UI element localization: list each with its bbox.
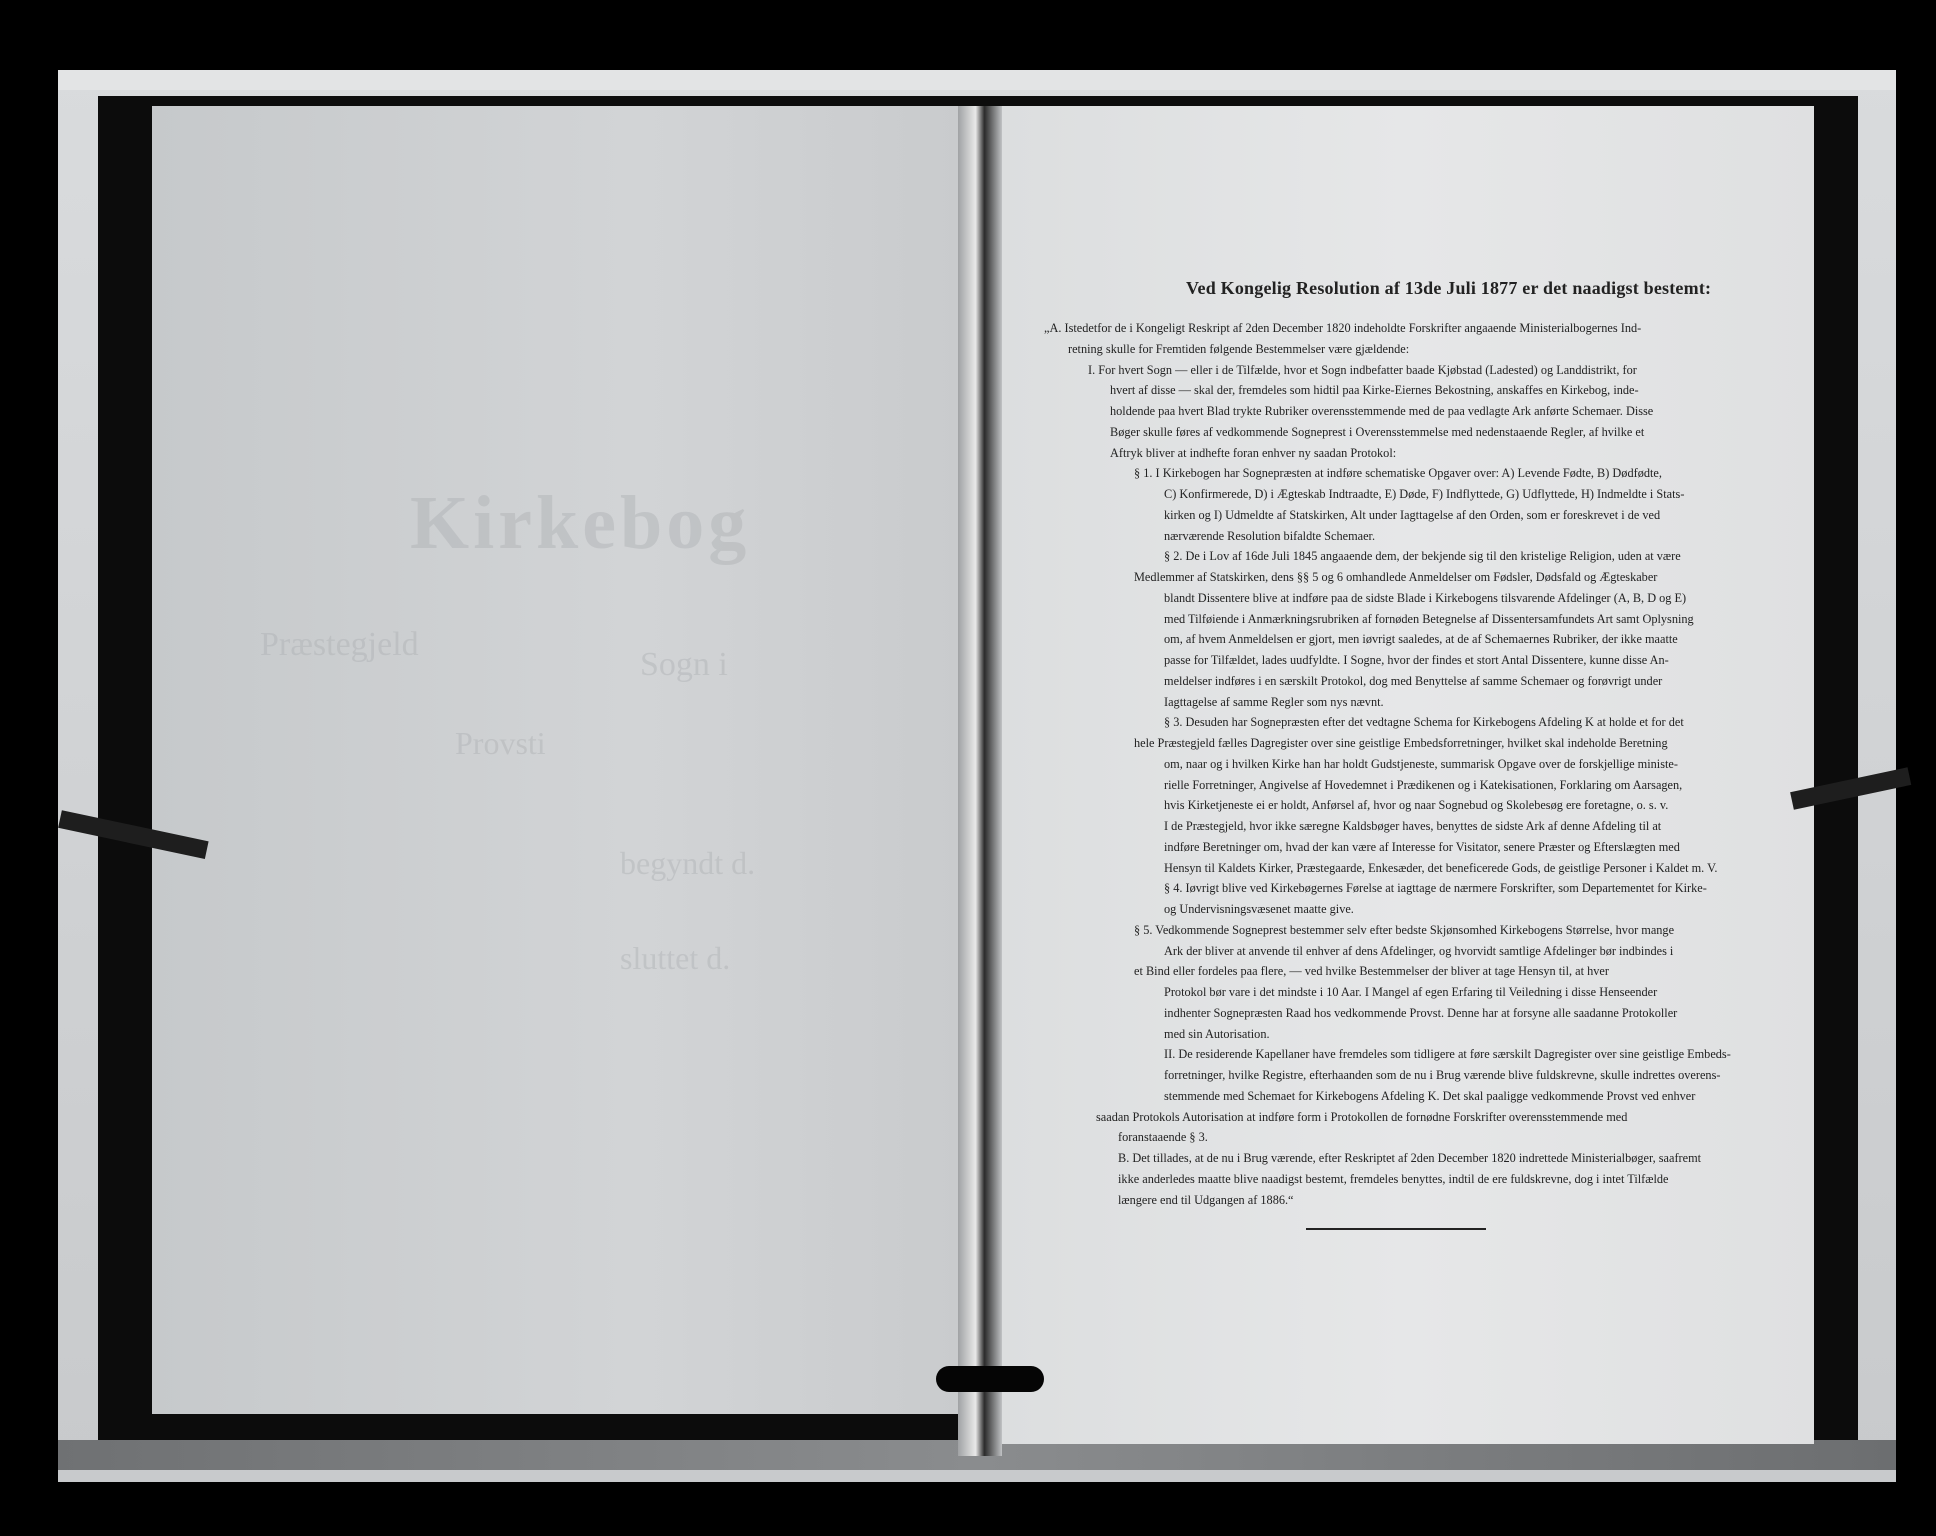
left-page-bleed-text: Provsti <box>455 725 546 761</box>
document-line: II. De residerende Kapellaner have fremdeles som tidligere at føre særskilt Dagregister over sine geistlige Embeds- <box>1164 1047 1731 1061</box>
document-line: rielle Forretninger, Angivelse af Hovedemnet i Prædikenen og i Katekisationen, Forklaring om Aarsagen, <box>1164 778 1683 792</box>
document-line: meldelser indføres i en særskilt Protokol, dog med Benyttelse af samme Schemaer og forøvrigt under <box>1164 674 1663 688</box>
document-line: hvis Kirketjeneste ei er holdt, Anførsel af, hvor og naar Sognebud og Skolebesøg ere foretagne, o. s. v. <box>1164 798 1669 812</box>
left-page-bleed-text: Sogn i <box>640 646 728 683</box>
left-page-bleed-title: Kirkebog <box>410 481 751 565</box>
document-line: I de Præstegjeld, hvor ikke særegne Kaldsbøger haves, benyttes de sidste Ark af denne Afdeling til at <box>1164 819 1662 833</box>
document-line: Protokol bør vare i det mindste i 10 Aar. I Mangel af egen Erfaring til Veiledning i disse Henseender <box>1164 985 1658 999</box>
left-page-bleed-text: sluttet d. <box>620 940 731 976</box>
document-line: kirken og I) Udmeldte af Statskirken, Alt under Iagttagelse af den Orden, som er foreskrevet i de ved <box>1164 508 1661 522</box>
document-line: Hensyn til Kaldets Kirker, Præstegaarde, Enkesæder, det beneficerede Gods, de geistlige Personer i Kaldet m. V. <box>1164 861 1718 875</box>
document-line: og Undervisningsvæsenet maatte give. <box>1164 902 1354 916</box>
document-line: ikke anderledes maatte blive naadigst bestemt, fremdeles benyttes, indtil de ere fuldskrevne, dog i intet Tilfælde <box>1118 1172 1669 1186</box>
document-line: et Bind eller fordeles paa flere, — ved hvilke Bestemmelser der bliver at tage Hensyn til, at hver <box>1134 964 1609 978</box>
document-line: Bøger skulle føres af vedkommende Sogneprest i Overensstemmelse med nedenstaaende Regler, af hvilke et <box>1110 425 1645 439</box>
book-gutter <box>958 106 1002 1456</box>
document-line: retning skulle for Fremtiden følgende Bestemmelser være gjældende: <box>1068 342 1410 356</box>
document-line: nærværende Resolution bifaldte Schemaer. <box>1164 529 1376 543</box>
resolution-text <box>1000 106 1814 1444</box>
document-line: Ark der bliver at anvende til enhver af dens Afdelinger, og hvorvidt samtlige Afdelinger bør indbindes i <box>1164 944 1674 958</box>
document-line: indhenter Sognepræsten Raad hos vedkommende Provst. Denne har at forsyne alle saadanne Protokoller <box>1164 1006 1678 1020</box>
document-line: med Tilføiende i Anmærkningsrubriken af fornøden Betegnelse af Dissentersamfundets Art samt Oplysning <box>1164 612 1694 626</box>
document-line: Medlemmer af Statskirken, dens §§ 5 og 6 omhandlede Anmeldelser om Fødsler, Dødsfald og Ægteskaber <box>1134 570 1658 584</box>
document-line: § 3. Desuden har Sognepræsten efter det vedtagne Schema for Kirkebogens Afdeling K at holde et for det <box>1164 715 1684 729</box>
document-line: I. For hvert Sogn — eller i de Tilfælde, hvor et Sogn indbefatter baade Kjøbstad (Ladested) og Landdistrikt, for <box>1088 363 1637 377</box>
document-line: Iagttagelse af samme Regler som nys nævnt. <box>1164 695 1384 709</box>
document-line: om, af hvem Anmeldelsen er gjort, men iøvrigt saaledes, at de af Schemaernes Rubriker, der ikke maatte <box>1164 632 1678 646</box>
document-line: § 2. De i Lov af 16de Juli 1845 angaaende dem, der bekjende sig til den kristelige Religion, uden at være <box>1164 549 1681 563</box>
document-line: med sin Autorisation. <box>1164 1027 1270 1041</box>
document-line: indføre Beretninger om, hvad der kan være af Interesse for Visitator, senere Præster og Efterslægten med <box>1164 840 1680 854</box>
left-page-bleed-text: begyndt d. <box>620 845 756 881</box>
closing-rule <box>1306 1228 1486 1230</box>
document-line: hvert af disse — skal der, fremdeles som hidtil paa Kirke-Eiernes Bekostning, anskaffes en Kirkebog, inde- <box>1110 383 1639 397</box>
document-line: længere end til Udgangen af 1886.“ <box>1118 1193 1294 1207</box>
document-line: hele Præstegjeld fælles Dagregister over sine geistlige Embedsforretninger, hvilket skal indeholde Beretning <box>1134 736 1668 750</box>
document-line: saadan Protokols Autorisation at indføre form i Protokollen de fornødne Forskrifter overensstemmende med <box>1096 1110 1628 1124</box>
document-line: blandt Dissentere blive at indføre paa de sidste Blade i Kirkebogens tilsvarende Afdelinger (A, B, D og E) <box>1164 591 1687 605</box>
document-line: forretninger, hvilke Registre, efterhaanden som de nu i Brug værende blive fuldskrevne, skulle indrettes overens- <box>1164 1068 1721 1082</box>
document-line: § 5. Vedkommende Sogneprest bestemmer selv efter bedste Skjønsomhed Kirkebogens Størrelse, hvor mange <box>1134 923 1675 937</box>
document-line: stemmende med Schemaet for Kirkebogens Afdeling K. Det skal paaligge vedkommende Provst ved enhver <box>1164 1089 1696 1103</box>
document-line: Aftryk bliver at indhefte foran enhver ny saadan Protokol: <box>1110 446 1397 460</box>
document-line: om, naar og i hvilken Kirke han har holdt Gudstjeneste, summarisk Opgave over de forskjellige ministe- <box>1164 757 1678 771</box>
document-line: B. Det tillades, at de nu i Brug værende, efter Reskriptet af 2den December 1820 indrettede Ministerialbøger, saafremt <box>1118 1151 1702 1165</box>
document-line: „A. Istedetfor de i Kongeligt Reskript af 2den December 1820 indeholdte Forskrifter angaaende Ministerialbogernes Ind- <box>1044 321 1642 335</box>
left-page <box>152 106 960 1414</box>
document-line: § 1. I Kirkebogen har Sognepræsten at indføre schematiske Opgaver over: A) Levende Fødte, B) Dødfødte, <box>1134 466 1662 480</box>
left-page-bleed-text: Præstegjeld <box>260 626 419 663</box>
document-line: passe for Tilfældet, lades uudfyldte. I Sogne, hvor der findes et stort Antal Dissentere, kunne disse An- <box>1164 653 1669 667</box>
document-line: C) Konfirmerede, D) i Ægteskab Indtraadte, E) Døde, F) Indflyttede, G) Udflyttede, H) Indmeldte i Stats- <box>1164 487 1685 501</box>
document-heading: Ved Kongelig Resolution af 13de Juli 1877 er det naadigst bestemt: <box>1186 278 1712 298</box>
document-line: foranstaaende § 3. <box>1118 1130 1208 1144</box>
document-line: holdende paa hvert Blad trykte Rubriker overensstemmende med de paa vedlagte Ark anførte Schemaer. Disse <box>1110 404 1654 418</box>
document-line: § 4. Iøvrigt blive ved Kirkebøgernes Førelse at iagttage de nærmere Forskrifter, som Departementet for Kirke- <box>1164 881 1707 895</box>
frame-top-strip <box>58 70 1896 90</box>
